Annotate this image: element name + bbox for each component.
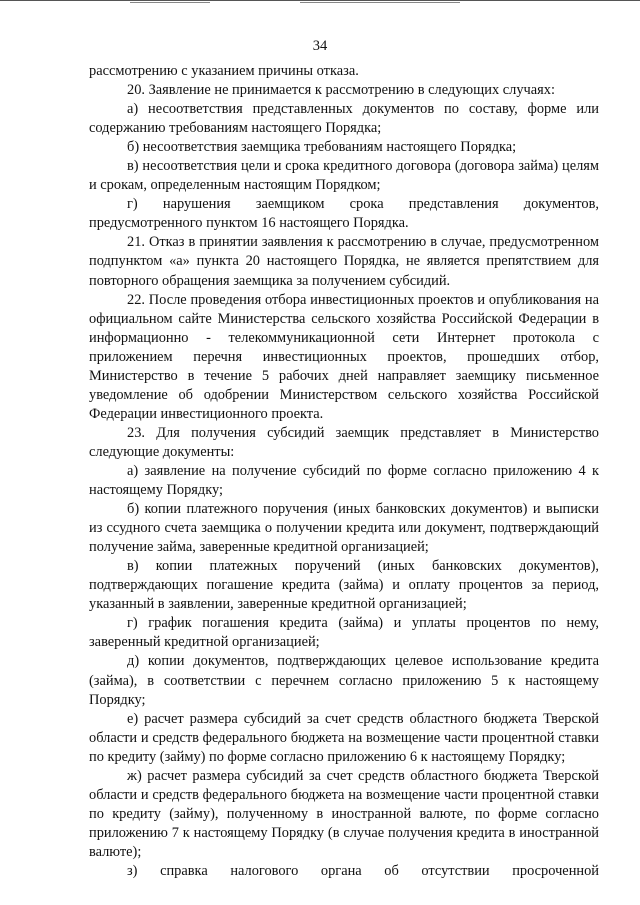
paragraph-clause-23-zh: ж) расчет размера субсидий за счет средств областного бюджета Тверской области и средств федерального бюджета на возмещение части процентной ставки по кредиту (займу), полученному в иностранной валюте, по форме согласно приложению 7 к настоящему Порядку (в случае получения кредита в иностранной валюте);: [89, 767, 599, 860]
paragraph-clause-20-v: в) несоответствия цели и срока кредитного договора (договора займа) целям и срокам, определенным настоящим Порядком;: [89, 158, 599, 194]
paragraph-clause-20: 20. Заявление не принимается к рассмотрению в следующих случаях:: [127, 82, 555, 99]
paragraph-clause-22: 22. После проведения отбора инвестиционных проектов и опубликования на официальном сайте Министерства сельского хозяйства Российской Федерации в информационно - телекоммуникационной сети Интернет протокола с приложением перечня инвестиционных проектов, прошедших отбор, Министерство в течение 5 рабочих дней направляет заемщику письменное уведомление об одобрении Министерством сельского хозяйства Российской Федерации инвестиционного проекта.: [89, 291, 599, 422]
scan-top-edge: [0, 0, 640, 1]
paragraph-clause-23-z: з) справка налогового органа об отсутствии просроченной: [127, 862, 599, 879]
paragraph-clause-23-a: а) заявление на получение субсидий по форме согласно приложению 4 к настоящему Порядку;: [89, 462, 599, 499]
paragraph-clause-23-b: б) копии платежного поручения (иных банковских документов) и выписки из ссудного счета заемщика о получении кредита или документ, подтверждающий получение займа, заверенные кредитной организацией;: [89, 501, 599, 556]
paragraph-clause-20-b: б) несоответствия заемщика требованиям настоящего Порядка;: [127, 139, 517, 156]
paragraph-clause-20-a: а) несоответствия представленных документов по составу, форме или содержанию требованиям настоящего Порядка;: [89, 101, 599, 137]
paragraph-clause-23-g: г) график погашения кредита (займа) и уплаты процентов по нему, заверенный кредитной организацией;: [89, 615, 599, 651]
paragraph-clause-21: 21. Отказ в принятии заявления к рассмотрению в случае, предусмотренном подпунктом «а» пункта 20 настоящего Порядка, не является препятствием для повторного обращения заемщика за получением субсидий.: [89, 234, 599, 289]
paragraph-clause-23-v: в) копии платежных поручений (иных банковских документов), подтверждающих погашение кредита (займа) и оплату процентов за период, указанный в заявлении, заверенные кредитной организацией;: [89, 558, 599, 613]
paragraph-clause-23-e: е) расчет размера субсидий за счет средств областного бюджета Тверской области и средств федерального бюджета на возмещение части процентной ставки по кредиту (займу) по форме согласно приложению 6 к настоящему Порядку;: [89, 710, 599, 765]
paragraph-clause-20-g: г) нарушения заемщиком срока представления документов, предусмотренного пунктом 16 настоящего Порядка.: [89, 196, 599, 232]
paragraph-clause-23: 23. Для получения субсидий заемщик представляет в Министерство следующие документы:: [89, 424, 599, 460]
paragraph-continuation: рассмотрению с указанием причины отказа.: [89, 63, 359, 79]
page-number: 34: [312, 38, 328, 54]
paragraph-clause-23-d: д) копии документов, подтверждающих целевое использование кредита (займа), в соответствии с перечнем согласно приложению 5 к настоящему Порядку;: [89, 653, 599, 708]
document-body: [89, 62, 599, 881]
